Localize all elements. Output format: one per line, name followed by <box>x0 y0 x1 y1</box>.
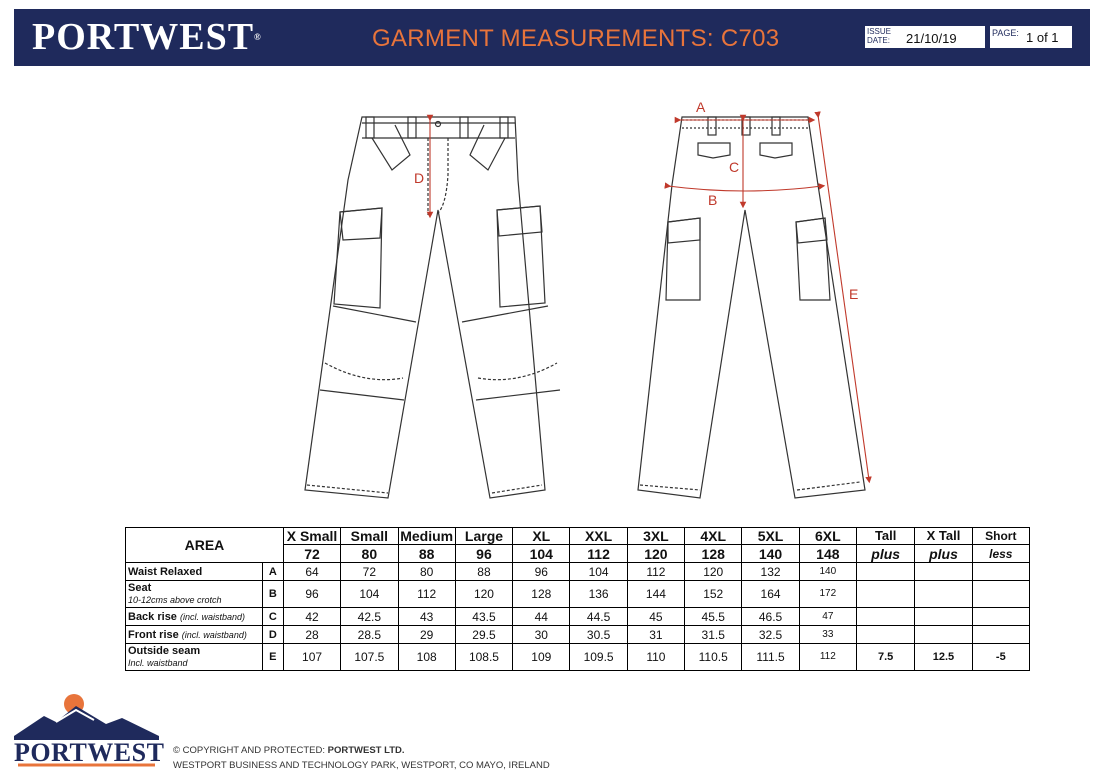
measurement-cell: 32.5 <box>742 626 799 644</box>
marker-b: B <box>708 192 718 208</box>
back-view <box>638 117 865 498</box>
row-label: Back rise (incl. waistband) <box>126 608 263 626</box>
brand-name: PORTWEST <box>32 16 255 58</box>
belt-loop <box>408 117 416 138</box>
issue-date-value: 21/10/19 <box>906 31 957 46</box>
extra-cell <box>972 581 1029 608</box>
belt-loop <box>500 117 508 138</box>
back-pocket-left <box>698 143 730 158</box>
size-label: XXL <box>570 528 627 545</box>
table-row <box>126 608 1030 626</box>
measurement-cell: 172 <box>799 581 856 608</box>
size-code: 140 <box>742 545 799 563</box>
size-label: 4XL <box>685 528 742 545</box>
measurement-lines <box>430 115 869 480</box>
copyright-line: © COPYRIGHT AND PROTECTED: PORTWEST LTD. <box>173 745 405 756</box>
footer-text <box>173 743 550 773</box>
table-row <box>126 563 1030 581</box>
measurement-cell: 128 <box>513 581 570 608</box>
extra-cell: -5 <box>972 644 1029 671</box>
measurement-cell: 43.5 <box>455 608 512 626</box>
page-box <box>989 25 1073 49</box>
tall-sub: plus <box>857 545 915 563</box>
measurement-cell: 43 <box>398 608 455 626</box>
measure-line-e <box>818 115 869 480</box>
measurement-cell: 33 <box>799 626 856 644</box>
page-label: PAGE: <box>992 28 1019 38</box>
measurement-cell: 104 <box>570 563 627 581</box>
size-code: 128 <box>685 545 742 563</box>
table-row <box>126 644 1030 671</box>
row-letter: A <box>262 563 283 581</box>
extra-cell <box>857 608 915 626</box>
size-label: Large <box>455 528 512 545</box>
registered-mark: ® <box>254 32 262 42</box>
measurement-cell: 28 <box>283 626 340 644</box>
row-letter: C <box>262 608 283 626</box>
measurement-cell: 109 <box>513 644 570 671</box>
footer-logo-text: PORTWEST <box>14 738 165 767</box>
measurement-cell: 109.5 <box>570 644 627 671</box>
extra-cell <box>857 563 915 581</box>
row-label: Front rise (incl. waistband) <box>126 626 263 644</box>
size-code: 120 <box>627 545 684 563</box>
size-code: 72 <box>283 545 340 563</box>
area-header: AREA <box>126 528 284 563</box>
measurement-cell: 29.5 <box>455 626 512 644</box>
measurement-cell: 140 <box>799 563 856 581</box>
measurement-rows <box>126 563 1030 671</box>
front-flap-pocket-left <box>372 125 410 170</box>
measurement-cell: 152 <box>685 581 742 608</box>
row-letter: D <box>262 626 283 644</box>
extra-cell <box>915 626 972 644</box>
measurement-cell: 80 <box>398 563 455 581</box>
extra-cell <box>972 563 1029 581</box>
measurement-cell: 45 <box>627 608 684 626</box>
measurement-cell: 120 <box>455 581 512 608</box>
measurement-cell: 110.5 <box>685 644 742 671</box>
measurement-cell: 31.5 <box>685 626 742 644</box>
measurement-cell: 30.5 <box>570 626 627 644</box>
measurement-cell: 28.5 <box>341 626 398 644</box>
measurement-cell: 120 <box>685 563 742 581</box>
table-row <box>126 626 1030 644</box>
marker-c: C <box>729 159 740 175</box>
measurement-cell: 144 <box>627 581 684 608</box>
measure-line-b <box>668 186 822 191</box>
measurement-cell: 88 <box>455 563 512 581</box>
measurement-cell: 42 <box>283 608 340 626</box>
size-label: 6XL <box>799 528 856 545</box>
measurement-cell: 45.5 <box>685 608 742 626</box>
measurements-table <box>125 527 1030 671</box>
measurement-cell: 44.5 <box>570 608 627 626</box>
measurement-cell: 47 <box>799 608 856 626</box>
measurement-cell: 31 <box>627 626 684 644</box>
size-label: 5XL <box>742 528 799 545</box>
measurement-cell: 30 <box>513 626 570 644</box>
row-label: Seat 10-12cms above crotch <box>126 581 263 608</box>
size-code: 96 <box>455 545 512 563</box>
trouser-drawings <box>0 90 1103 510</box>
size-label: XL <box>513 528 570 545</box>
brand-logo <box>32 17 262 57</box>
short-header: Short <box>972 528 1029 545</box>
extra-cell <box>972 608 1029 626</box>
issue-date-box <box>864 25 986 49</box>
extra-cell <box>972 626 1029 644</box>
measurement-cell: 96 <box>513 563 570 581</box>
marker-e: E <box>849 286 859 302</box>
measurement-cell: 29 <box>398 626 455 644</box>
belt-loop <box>366 117 374 138</box>
measurement-cell: 107.5 <box>341 644 398 671</box>
measurement-cell: 108.5 <box>455 644 512 671</box>
size-code: 104 <box>513 545 570 563</box>
extra-cell <box>915 581 972 608</box>
page-value: 1 of 1 <box>1026 30 1059 45</box>
measurement-cell: 112 <box>627 563 684 581</box>
marker-d: D <box>414 170 425 186</box>
address-line: WESTPORT BUSINESS AND TECHNOLOGY PARK, WESTPORT, CO MAYO, IRELAND <box>173 760 550 771</box>
header-bar <box>14 9 1090 66</box>
size-header-row <box>126 528 1030 545</box>
size-code: 112 <box>570 545 627 563</box>
extra-cell <box>915 563 972 581</box>
measurement-cell: 107 <box>283 644 340 671</box>
extra-cell <box>915 608 972 626</box>
row-label: Waist Relaxed <box>126 563 263 581</box>
size-label: Medium <box>398 528 455 545</box>
extra-cell <box>857 626 915 644</box>
measurement-cell: 112 <box>398 581 455 608</box>
size-code: 88 <box>398 545 455 563</box>
size-label: Small <box>341 528 398 545</box>
size-label: 3XL <box>627 528 684 545</box>
belt-loop <box>460 117 468 138</box>
extra-cell: 12.5 <box>915 644 972 671</box>
back-cargo-left <box>666 218 700 300</box>
measurement-cell: 64 <box>283 563 340 581</box>
measurement-cell: 46.5 <box>742 608 799 626</box>
x-tall-sub: plus <box>915 545 972 563</box>
tall-header: Tall <box>857 528 915 545</box>
measurement-cell: 136 <box>570 581 627 608</box>
measurement-cell: 104 <box>341 581 398 608</box>
measurement-cell: 112 <box>799 644 856 671</box>
document-title: GARMENT MEASUREMENTS: C703 <box>372 25 780 52</box>
back-outline <box>638 117 865 498</box>
size-code: 148 <box>799 545 856 563</box>
marker-a: A <box>696 99 706 115</box>
measurement-cell: 164 <box>742 581 799 608</box>
issue-date-label: ISSUE DATE: <box>867 27 892 45</box>
row-letter: E <box>262 644 283 671</box>
extra-cell: 7.5 <box>857 644 915 671</box>
short-sub: less <box>972 545 1029 563</box>
measurement-cell: 108 <box>398 644 455 671</box>
table-row <box>126 581 1030 608</box>
measurement-cell: 96 <box>283 581 340 608</box>
measurement-cell: 44 <box>513 608 570 626</box>
measurement-cell: 110 <box>627 644 684 671</box>
row-label: Outside seam Incl. waistband <box>126 644 263 671</box>
measurement-cell: 42.5 <box>341 608 398 626</box>
measurement-cell: 111.5 <box>742 644 799 671</box>
extra-cell <box>857 581 915 608</box>
x-tall-header: X Tall <box>915 528 972 545</box>
back-pocket-right <box>760 143 792 158</box>
measurement-cell: 72 <box>341 563 398 581</box>
company-name: PORTWEST LTD. <box>327 745 405 756</box>
front-view <box>305 117 560 498</box>
size-code: 80 <box>341 545 398 563</box>
size-label: X Small <box>283 528 340 545</box>
row-letter: B <box>262 581 283 608</box>
measurement-cell: 132 <box>742 563 799 581</box>
